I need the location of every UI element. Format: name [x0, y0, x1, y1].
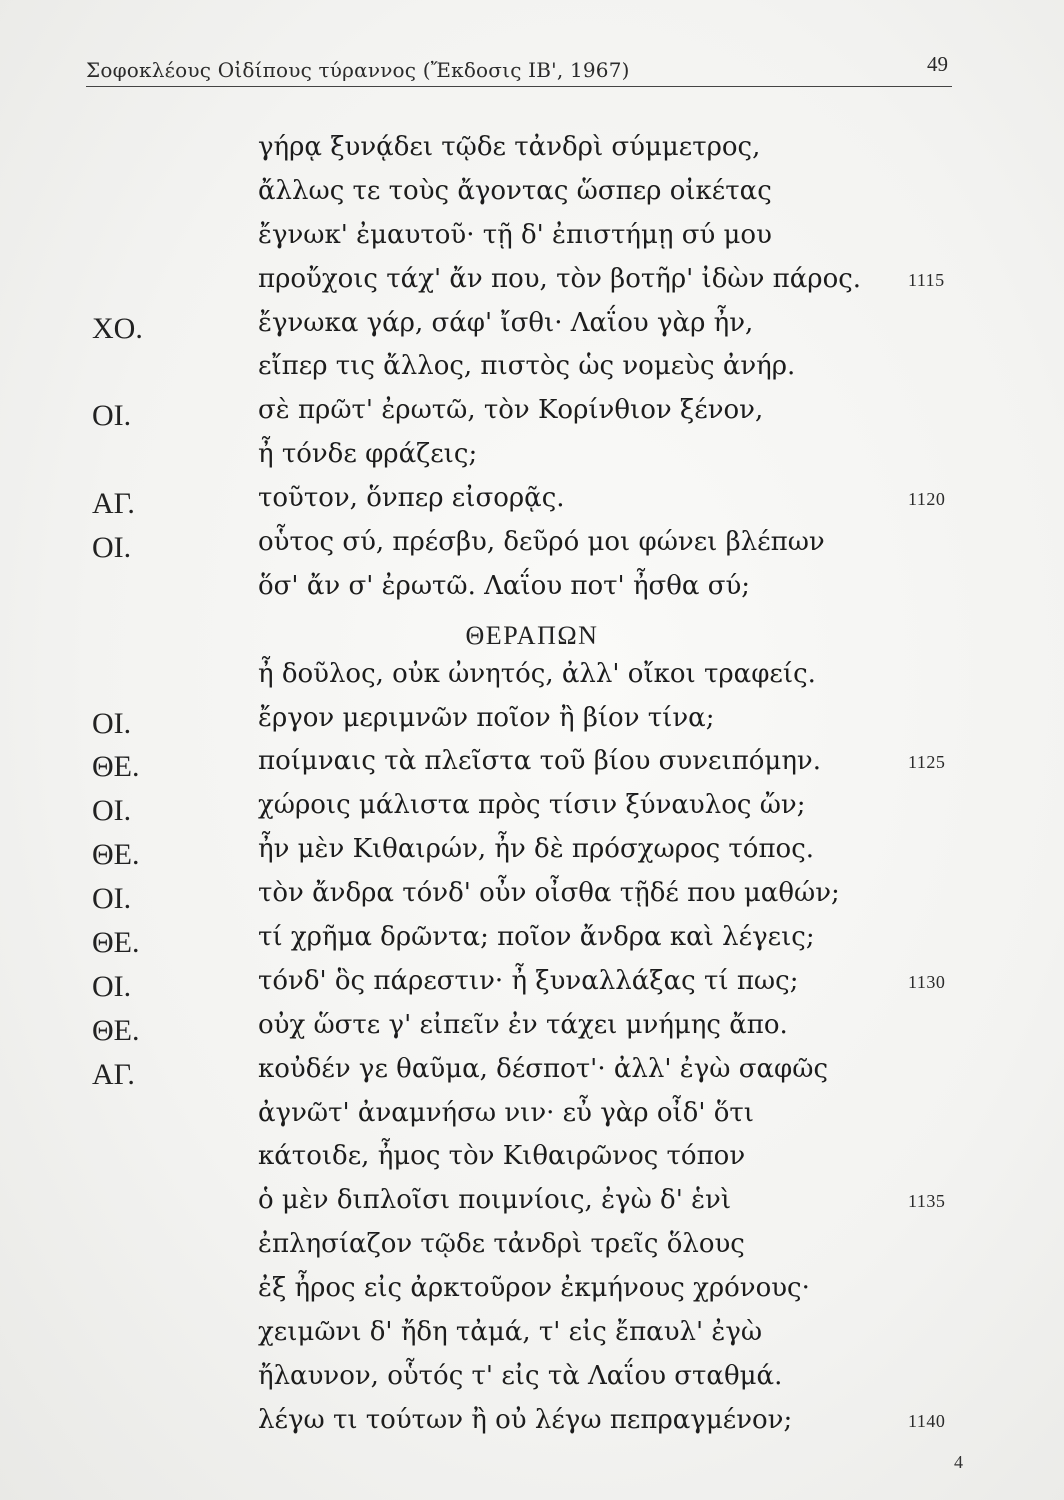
verse-line: [0, 220, 1064, 264]
verse-line: [0, 1361, 1064, 1405]
signature-mark: 4: [954, 1452, 963, 1472]
speaker-label: ΘΕ.: [92, 838, 140, 872]
verse-line: [0, 790, 1064, 834]
verse-text-line: ἦ τόνδε φράζεις;: [258, 439, 478, 470]
line-number: 1125: [908, 752, 946, 773]
verse-line: [0, 308, 1064, 352]
running-header: [86, 52, 952, 87]
verse-line: [0, 1229, 1064, 1273]
speaker-label: ΘΕ.: [92, 1013, 140, 1047]
verse-text-line: σὲ πρῶτ' ἐρωτῶ, τὸν Κορίνθιον ξένον,: [258, 395, 764, 426]
speaker-heading-row: [0, 615, 1064, 659]
verse-line: [0, 746, 1064, 790]
verse-line: [0, 1185, 1064, 1229]
line-number: 1130: [908, 971, 946, 992]
verse-line: [0, 264, 1064, 308]
header-title: Σοφοκλέους Οἰδίπους τύραννος (Ἔκδοσις ΙΒ', 1967): [86, 58, 630, 82]
verse-text-line: χώροις μάλιστα πρὸς τίσιν ξύναυλος ὤν;: [258, 790, 806, 821]
verse-line: [0, 1141, 1064, 1185]
verse-text-line: ἤλαυνον, οὗτός τ' εἰς τὰ Λαΐου σταθμά.: [258, 1360, 783, 1391]
verse-line: [0, 878, 1064, 922]
line-number: 1135: [908, 1191, 946, 1212]
verse-text-line: ἔγνωκα γάρ, σάφ' ἴσθι· Λαΐου γὰρ ἦν,: [258, 307, 754, 338]
speaker-heading: ΘΕΡΑΠΩΝ: [465, 620, 599, 650]
verse-text-line: ἐπλησίαζον τῷδε τἀνδρὶ τρεῖς ὅλους: [258, 1229, 745, 1260]
speaker-label: ΟΙ.: [92, 794, 132, 828]
verse-line: [0, 1010, 1064, 1054]
verse-text-line: οὗτος σύ, πρέσβυ, δεῦρό μοι φώνει βλέπων: [258, 527, 825, 558]
verse-line: [0, 1098, 1064, 1142]
verse-line: [0, 1273, 1064, 1317]
verse-text-line: ὁ μὲν διπλοῖσι ποιμνίοις, ἐγὼ δ' ἑνὶ: [258, 1185, 732, 1216]
verse-text-line: τί χρῆμα δρῶντα; ποῖον ἄνδρα καὶ λέγεις;: [258, 922, 815, 953]
verse-line: [0, 176, 1064, 220]
verse-line: [0, 439, 1064, 483]
verse-text-line: εἴπερ τις ἄλλος, πιστὸς ὡς νομεὺς ἀνήρ.: [258, 351, 796, 382]
verse-text-line: ποίμναις τὰ πλεῖστα τοῦ βίου συνειπόμην.: [258, 746, 821, 777]
page-number: 49: [927, 52, 948, 76]
verse-text-line: ἐξ ἦρος εἰς ἀρκτοῦρον ἐκμήνους χρόνους·: [258, 1273, 810, 1304]
verse-text-line: ἔργον μεριμνῶν ποῖον ἢ βίον τίνα;: [258, 702, 715, 733]
verse-text: [0, 132, 1064, 1449]
verse-line: [0, 1405, 1064, 1449]
verse-text-line: κοὐδέν γε θαῦμα, δέσποτ'· ἀλλ' ἐγὼ σαφῶς: [258, 1053, 829, 1084]
verse-text-line: χειμῶνι δ' ἤδη τἀμά, τ' εἰς ἔπαυλ' ἐγὼ: [258, 1317, 763, 1348]
verse-line: [0, 1054, 1064, 1098]
speaker-label: ΟΙ.: [92, 399, 132, 433]
verse-line: [0, 132, 1064, 176]
speaker-label: ΧΟ.: [92, 311, 143, 345]
verse-line: [0, 703, 1064, 747]
verse-text-line: ἀγνῶτ' ἀναμνήσω νιν· εὖ γὰρ οἶδ' ὅτι: [258, 1097, 754, 1128]
verse-text-line: ἦν μὲν Κιθαιρών, ἦν δὲ πρόσχωρος τόπος.: [258, 834, 815, 865]
speaker-label: ΟΙ.: [92, 706, 132, 740]
verse-line: [0, 966, 1064, 1010]
line-number: 1140: [908, 1410, 946, 1431]
verse-text-line: τὸν ἄνδρα τόνδ' οὖν οἶσθα τῇδέ που μαθών;: [258, 878, 840, 909]
verse-line: [0, 483, 1064, 527]
verse-line: [0, 1317, 1064, 1361]
verse-text-line: ἔγνωκ' ἐμαυτοῦ· τῇ δ' ἐπιστήμῃ σύ μου: [258, 219, 772, 250]
speaker-label: ΑΓ.: [92, 487, 135, 521]
verse-line: [0, 395, 1064, 439]
speaker-label: ΘΕ.: [92, 750, 140, 784]
verse-text-line: ἄλλως τε τοὺς ἄγοντας ὥσπερ οἰκέτας: [258, 175, 772, 206]
verse-text-line: ὅσ' ἄν σ' ἐρωτῶ. Λαΐου ποτ' ἦσθα σύ;: [258, 570, 751, 601]
verse-line: [0, 659, 1064, 703]
verse-text-line: ἦ δοῦλος, οὐκ ὠνητός, ἀλλ' οἴκοι τραφείς.: [258, 658, 816, 689]
verse-text-line: γήρᾳ ξυνᾴδει τῷδε τἀνδρὶ σύμμετρος,: [258, 132, 761, 162]
verse-line: [0, 571, 1064, 615]
speaker-label: ΟΙ.: [92, 882, 132, 916]
verse-text-line: οὐχ ὥστε γ' εἰπεῖν ἐν τάχει μνήμης ἄπο.: [258, 1009, 788, 1040]
speaker-label: ΟΙ.: [92, 531, 132, 565]
speaker-label: ΘΕ.: [92, 926, 140, 960]
speaker-label: ΑΓ.: [92, 1057, 135, 1091]
line-number: 1115: [908, 269, 945, 290]
verse-line: [0, 922, 1064, 966]
verse-text-line: τοῦτον, ὅνπερ εἰσορᾷς.: [258, 483, 565, 514]
verse-text-line: προὔχοις τάχ' ἄν που, τὸν βοτῆρ' ἰδὼν πάρος.: [258, 263, 862, 294]
verse-line: [0, 527, 1064, 571]
line-number: 1120: [908, 489, 946, 510]
speaker-label: ΟΙ.: [92, 969, 132, 1003]
verse-text-line: τόνδ' ὃς πάρεστιν· ἦ ξυναλλάξας τί πως;: [258, 965, 799, 996]
verse-line: [0, 834, 1064, 878]
verse-text-line: κάτοιδε, ἦμος τὸν Κιθαιρῶνος τόπον: [258, 1141, 746, 1172]
verse-text-line: λέγω τι τούτων ἢ οὐ λέγω πεπραγμένον;: [258, 1404, 793, 1435]
verse-line: [0, 351, 1064, 395]
